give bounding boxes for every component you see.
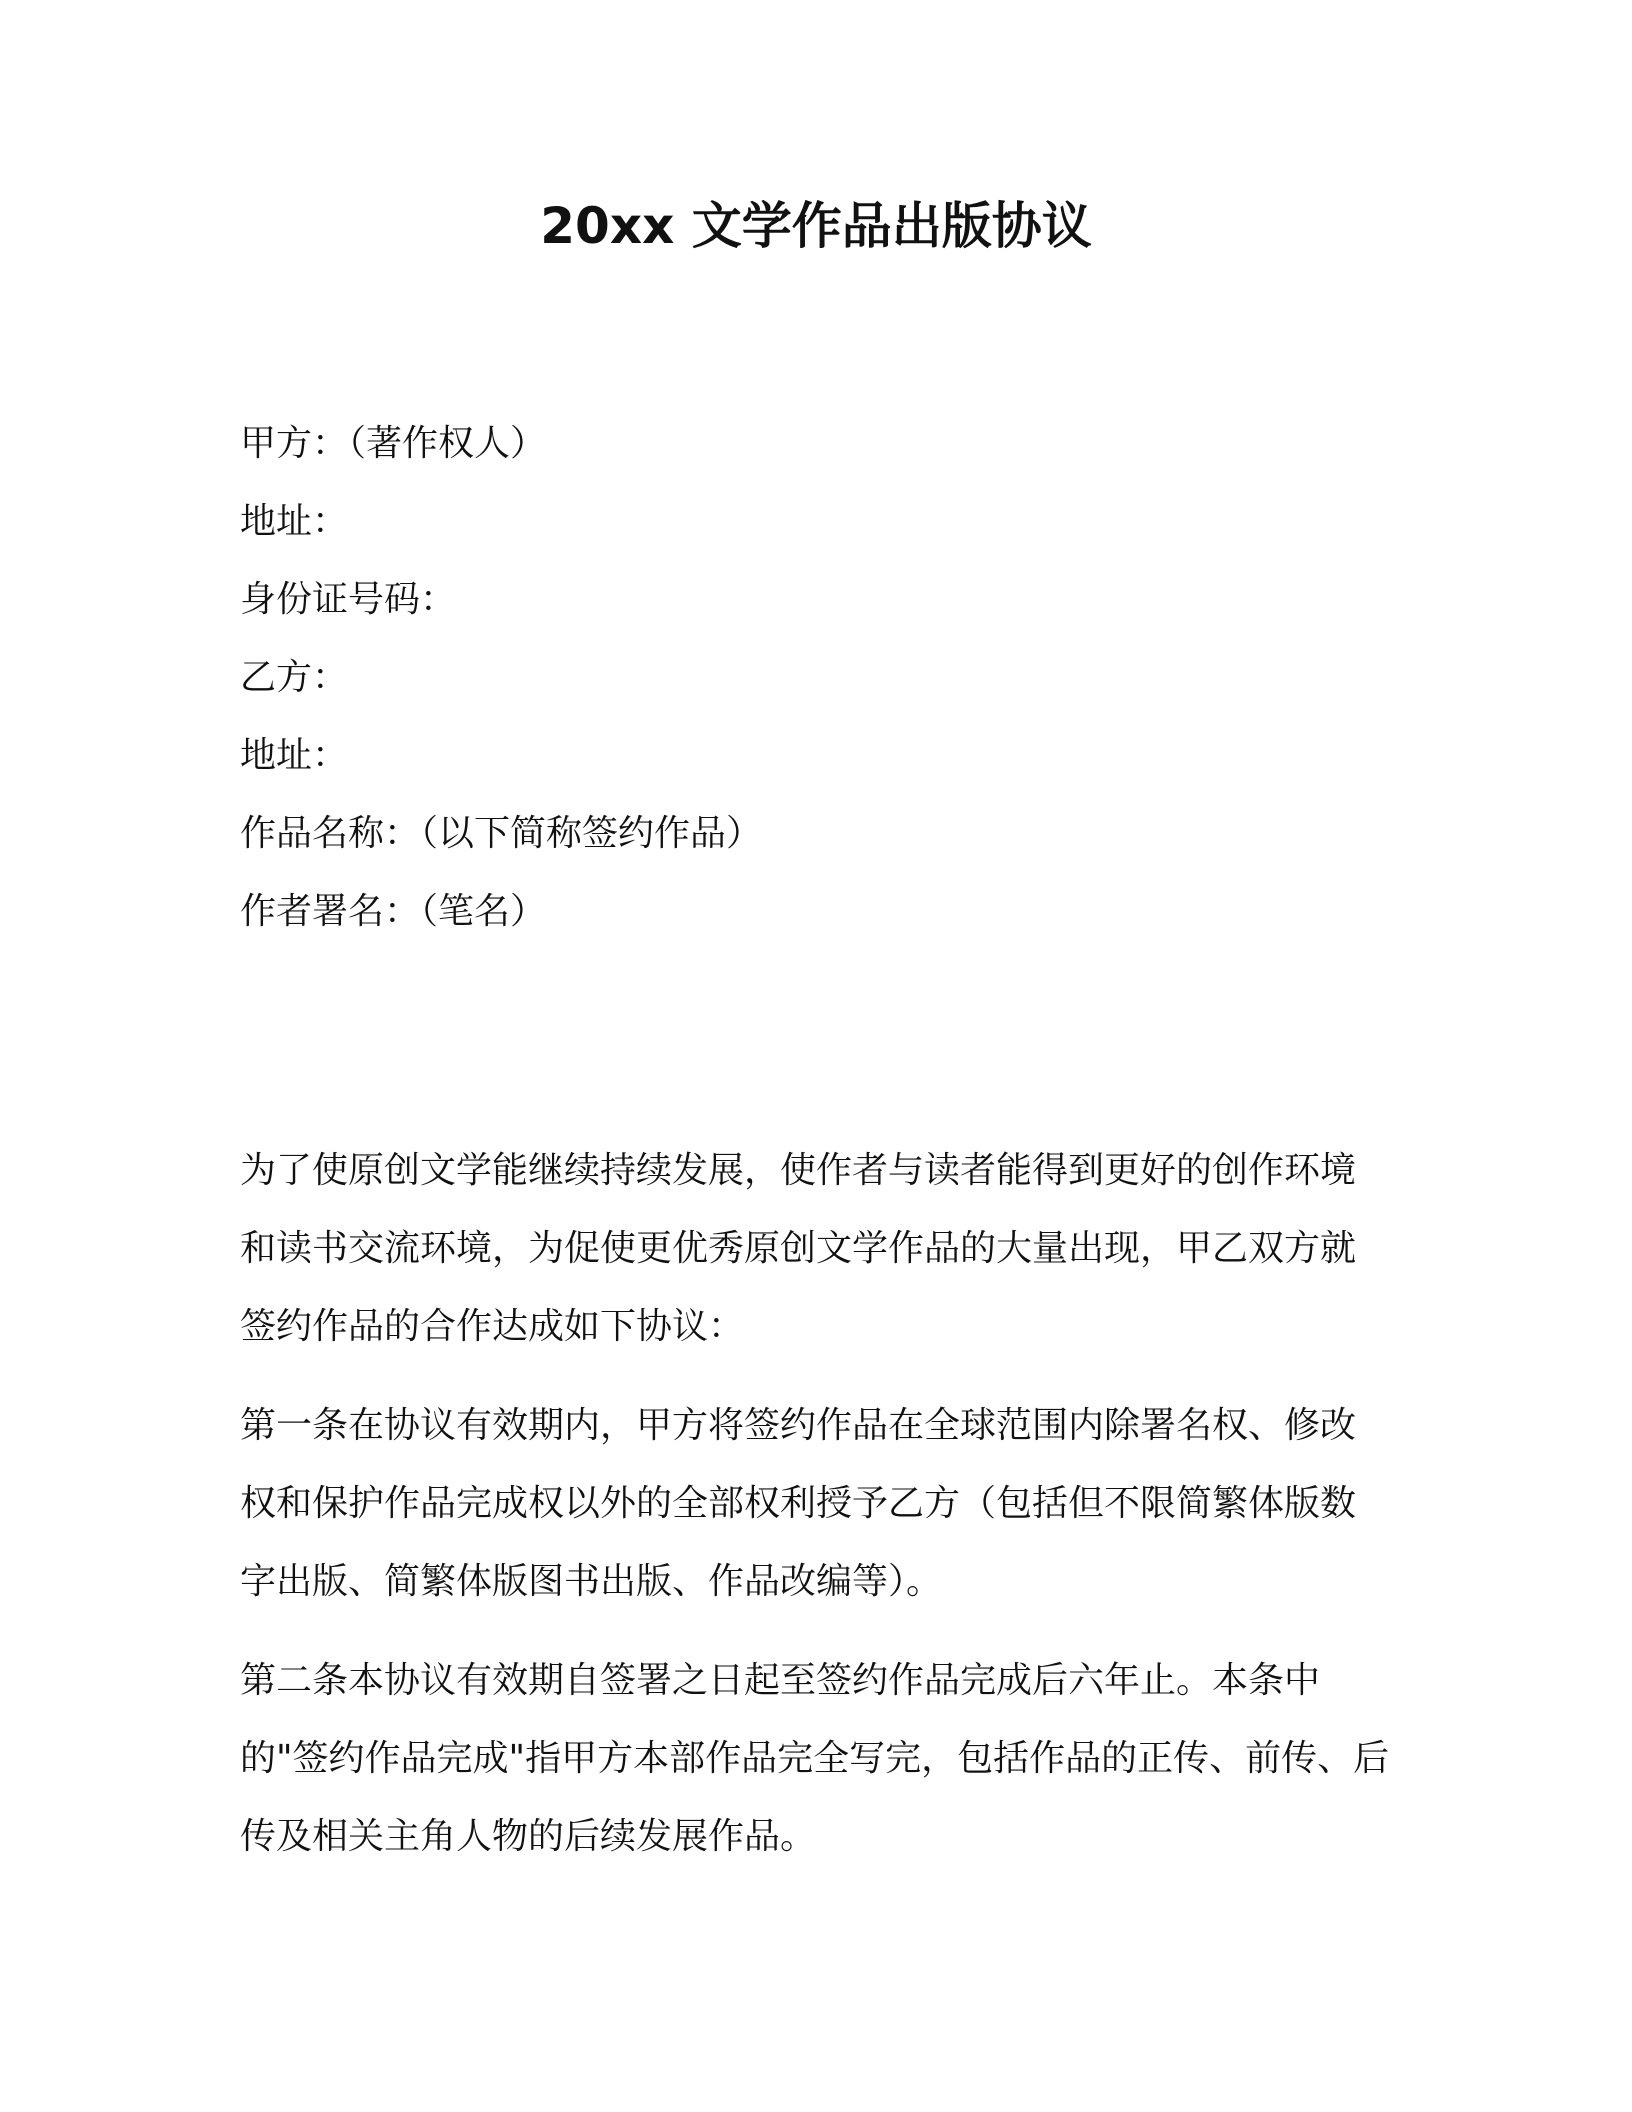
party-a-address-field: 地址： [240, 501, 349, 542]
id-number-field: 身份证号码： [240, 579, 457, 620]
party-info-block [240, 405, 1390, 951]
article-two-paragraph [240, 1642, 1390, 1876]
article-one-text: 第一条在协议有效期内，甲方将签约作品在全球范围内除署名权、修改权和保护作品完成权以外的全部权利授予乙方（包括但不限简繁体版数字出版、简繁体版图书出版、作品改编等）。 [240, 1405, 1357, 1602]
party-b-address-field: 地址： [240, 735, 349, 776]
work-title-field: 作品名称：（以下简称签约作品） [240, 813, 763, 854]
intro-paragraph [240, 1132, 1390, 1366]
intro-text: 为了使原创文学能继续持续发展，使作者与读者能得到更好的创作环境和读书交流环境，为促使更优秀原创文学作品的大量出现，甲乙双方就签约作品的合作达成如下协议： [240, 1150, 1357, 1347]
article-one-paragraph [240, 1387, 1390, 1621]
author-signature-field: 作者署名：（笔名） [240, 891, 547, 932]
party-b-field: 乙方： [240, 657, 349, 698]
article-two-text: 第二条本协议有效期自签署之日起至签约作品完成后六年止。本条中的"签约作品完成"指甲方本部作品完全写完，包括作品的正传、前传、后传及相关主角人物的后续发展作品。 [240, 1660, 1390, 1857]
document-title: 20xx 文学作品出版协议 [540, 197, 1092, 255]
party-a-field: 甲方：（著作权人） [240, 423, 547, 464]
